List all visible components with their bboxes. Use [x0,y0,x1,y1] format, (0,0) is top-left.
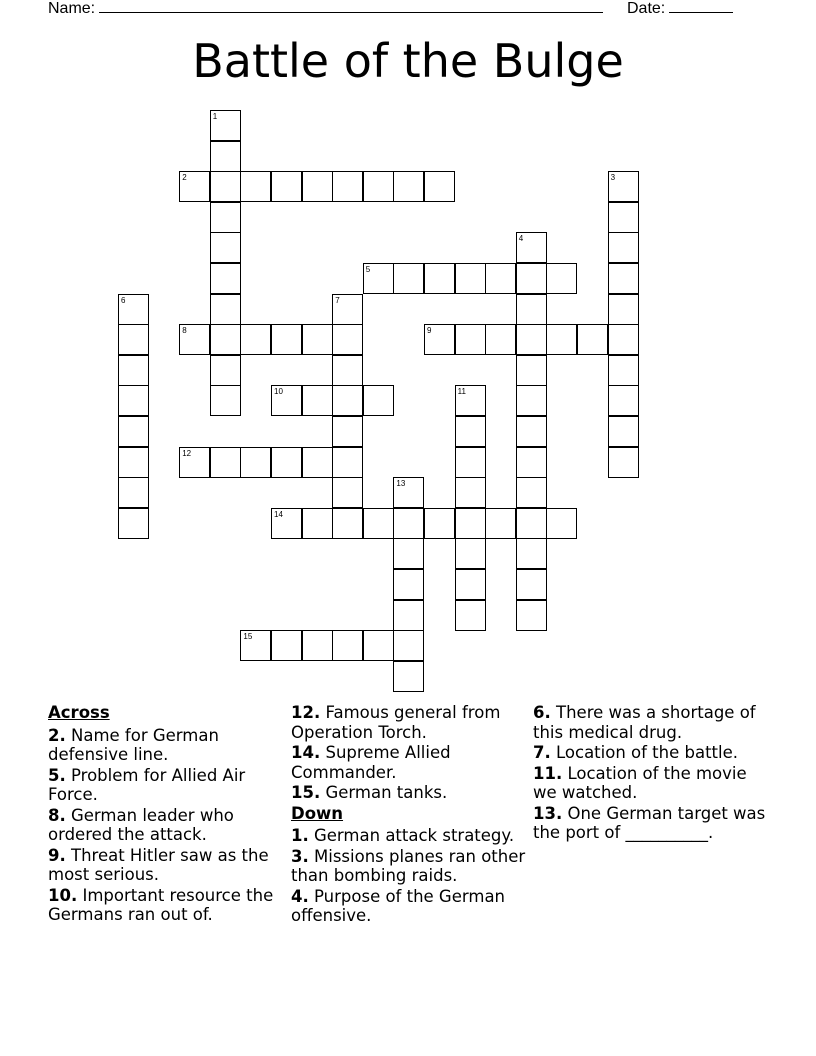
grid-cell[interactable] [210,232,241,263]
grid-cell[interactable] [516,477,547,508]
grid-cell[interactable] [210,294,241,325]
clue-across-14: 14. Supreme Allied Commander. [291,743,451,782]
grid-cell[interactable] [118,508,149,539]
grid-cell[interactable] [118,324,149,355]
clue-across-2: 2. Name for German defensive line. [48,725,219,764]
across-heading: Across [48,703,110,722]
grid-cell[interactable] [210,324,241,355]
grid-cell[interactable] [393,569,424,600]
grid-cell[interactable] [516,538,547,569]
grid-cell[interactable] [516,508,547,539]
grid-cell[interactable] [516,600,547,631]
grid-cell[interactable] [271,385,302,416]
grid-cell[interactable] [516,385,547,416]
cell-number: 5 [365,265,371,274]
grid-cell[interactable] [118,447,149,478]
grid-cell[interactable] [455,385,486,416]
grid-cell[interactable] [608,324,639,355]
grid-cell[interactable] [240,630,271,661]
cell-number: 4 [518,234,524,244]
clue-down-11: 11. Location of the movie we watched. [533,763,747,802]
grid-cell[interactable] [546,324,577,355]
grid-cell[interactable] [118,294,149,325]
grid-cell[interactable] [210,447,241,478]
cell-number: 11 [457,387,466,397]
grid-cell[interactable] [608,202,639,233]
grid-cell[interactable] [516,263,547,294]
grid-cell[interactable] [424,324,455,355]
grid-cell[interactable] [393,508,424,539]
cell-number: 9 [427,326,432,336]
clues-column-1 [48,703,288,926]
cell-number: 1 [212,112,218,121]
grid-cell[interactable] [210,171,241,202]
grid-cell[interactable] [332,294,363,325]
grid-cell[interactable] [485,324,516,355]
cell-number: 3 [610,173,616,183]
clue-down-1: 1. German attack strategy. [291,826,515,845]
grid-cell[interactable] [332,324,363,355]
grid-cell[interactable] [332,416,363,447]
grid-cell[interactable] [179,171,210,202]
clue-across-10: 10. Important resource the Germans ran out of. [48,885,274,924]
clue-down-13: 13. One German target was the port of __________. [533,803,766,842]
cell-number: 6 [121,295,126,305]
grid-cell[interactable] [271,630,302,661]
grid-cell[interactable] [240,324,271,355]
grid-cell[interactable] [608,171,639,202]
clue-down-3: 3. Missions planes ran other than bombing raids. [291,846,526,885]
grid-cell[interactable] [577,324,608,355]
grid-cell[interactable] [240,171,271,202]
grid-cell[interactable] [393,630,424,661]
clues-column-2 [291,703,531,927]
grid-cell[interactable] [332,385,363,416]
grid-cell[interactable] [485,263,516,294]
grid-cell[interactable] [516,447,547,478]
cell-number: 12 [182,448,192,458]
date-label: Date: [627,0,666,17]
grid-cell[interactable] [608,416,639,447]
grid-cell[interactable] [118,385,149,416]
grid-cell[interactable] [393,477,424,508]
grid-cell[interactable] [210,110,241,141]
grid-cell[interactable] [424,171,455,202]
grid-cell[interactable] [393,661,424,692]
grid-cell[interactable] [424,508,455,539]
grid-cell[interactable] [516,232,547,263]
grid-cell[interactable] [546,508,577,539]
grid-cell[interactable] [332,477,363,508]
grid-cell[interactable] [393,538,424,569]
clue-across-8: 8. German leader who ordered the attack. [48,805,234,844]
grid-cell[interactable] [118,416,149,447]
grid-cell[interactable] [271,324,302,355]
grid-cell[interactable] [455,538,486,569]
grid-cell[interactable] [302,630,333,661]
cell-number: 2 [182,173,187,183]
grid-cell[interactable] [393,600,424,631]
grid-cell[interactable] [455,477,486,508]
clue-across-12: 12. Famous general from Operation Torch. [291,703,501,742]
grid-cell[interactable] [332,508,363,539]
name-label: Name: [48,0,96,17]
grid-cell[interactable] [271,447,302,478]
grid-cell[interactable] [516,569,547,600]
grid-cell[interactable] [332,447,363,478]
grid-cell[interactable] [608,447,639,478]
cell-number: 10 [274,387,283,397]
grid-cell[interactable] [302,447,333,478]
cell-number: 13 [396,479,406,489]
grid-cell[interactable] [363,630,394,661]
grid-cell[interactable] [240,447,271,478]
grid-cell[interactable] [516,355,547,386]
clue-down-7: 7. Location of the battle. [533,743,739,762]
grid-cell[interactable] [455,569,486,600]
grid-cell[interactable] [332,355,363,386]
cell-number: 15 [243,632,253,642]
grid-cell[interactable] [455,324,486,355]
grid-cell[interactable] [608,263,639,294]
grid-cell[interactable] [271,508,302,539]
cell-number: 14 [274,509,283,519]
grid-cell[interactable] [608,355,639,386]
grid-cell[interactable] [118,477,149,508]
grid-cell[interactable] [455,508,486,539]
grid-cell[interactable] [455,600,486,631]
clues-column-3 [533,703,773,844]
grid-cell[interactable] [179,447,210,478]
grid-cell[interactable] [455,416,486,447]
clue-down-6: 6. There was a shortage of this medical drug. [533,703,756,742]
grid-cell[interactable] [210,263,241,294]
grid-cell[interactable] [210,202,241,233]
grid-cell[interactable] [302,324,333,355]
grid-cell[interactable] [302,385,333,416]
grid-cell[interactable] [332,171,363,202]
grid-cell[interactable] [393,263,424,294]
down-heading: Down [291,803,344,823]
grid-cell[interactable] [210,141,241,172]
grid-cell[interactable] [393,171,424,202]
grid-cell[interactable] [179,324,210,355]
grid-cell[interactable] [485,508,516,539]
grid-cell[interactable] [516,324,547,355]
grid-cell[interactable] [363,385,394,416]
page-title: Battle of the Bulge [192,34,624,88]
grid-cell[interactable] [455,263,486,294]
clue-down-4: 4. Purpose of the German offensive. [291,886,506,925]
clue-across-15: 15. German tanks. [291,783,448,802]
clue-across-5: 5. Problem for Allied Air Force. [48,765,246,804]
grid-cell[interactable] [363,508,394,539]
grid-cell[interactable] [210,355,241,386]
grid-cell[interactable] [516,416,547,447]
cell-number: 8 [182,326,187,336]
grid-cell[interactable] [302,171,333,202]
grid-cell[interactable] [118,355,149,386]
grid-cell[interactable] [608,385,639,416]
clue-across-9: 9. Threat Hitler saw as the most serious. [48,845,269,884]
grid-cell[interactable] [516,294,547,325]
grid-cell[interactable] [363,171,394,202]
grid-cell[interactable] [424,263,455,294]
grid-cell[interactable] [546,263,577,294]
grid-cell[interactable] [210,385,241,416]
cell-number: 7 [335,295,340,305]
grid-cell[interactable] [608,232,639,263]
grid-cell[interactable] [608,294,639,325]
grid-cell[interactable] [455,447,486,478]
grid-cell[interactable] [332,630,363,661]
grid-cell[interactable] [302,508,333,539]
grid-cell[interactable] [271,171,302,202]
grid-cell[interactable] [363,263,394,294]
